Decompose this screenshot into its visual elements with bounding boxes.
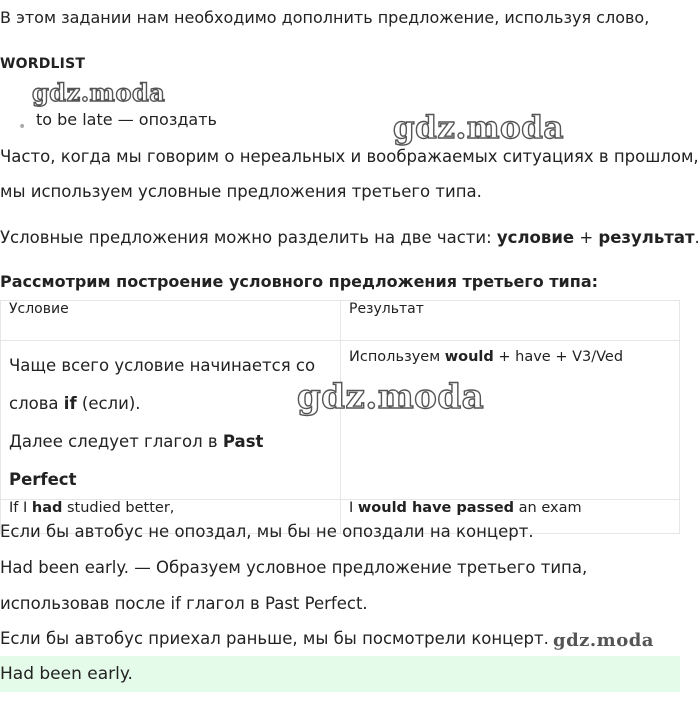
ex-cond-post: studied better, [62, 500, 175, 516]
condition-cell [1, 341, 341, 500]
paragraph-3-condition: условие [496, 228, 575, 247]
cond-line-1: Чаще всего условие начинается со [9, 356, 316, 375]
intro-text: В этом задании нам необходимо дополнить предложение, используя слово, [0, 8, 650, 27]
cond-line-2-post: (если). [76, 394, 141, 413]
result-pre: Используем [349, 349, 445, 365]
result-cell [341, 341, 680, 500]
result-line [349, 341, 671, 365]
cond-line-3-pre: Далее следует глагол в [9, 432, 223, 451]
ex-cond-pre: If I [9, 500, 32, 516]
paragraph-3-result: результат [598, 228, 695, 247]
wordlist-item: to be late — опоздать [36, 110, 217, 129]
answer-box: Had been early. [0, 656, 680, 692]
line-8: Если бы автобус приехал раньше, мы бы посмотрели концерт. [0, 629, 549, 648]
line-5: Если бы автобус не опоздал, мы бы не опоздали на концерт. [0, 522, 534, 541]
ex-res-bold: would have passed [357, 500, 515, 516]
rules-table [0, 300, 680, 534]
watermark-1: gdz.moda [32, 78, 166, 107]
header-result: Результат [341, 301, 680, 341]
bullet-dot: • [18, 119, 27, 135]
ex-cond-had: had [31, 500, 63, 516]
table-header-row [1, 301, 680, 341]
cond-line-3 [9, 423, 332, 499]
paragraph-3-end: . [694, 228, 700, 247]
paragraph-3-start: Условные предложения можно разделить на две части: [0, 228, 497, 247]
watermark-3: gdz.moda [297, 377, 485, 417]
cond-line-2-if: if [63, 394, 77, 413]
cond-line-2-pre: слова [9, 394, 64, 413]
ex-res-post: an exam [514, 500, 582, 516]
result-post: + have + V3/Ved [493, 349, 624, 365]
cond-line-2 [9, 385, 332, 423]
cond-line-3-tense: Past Perfect [9, 432, 264, 489]
watermark-4: gdz.moda [553, 630, 654, 651]
paragraph-3 [0, 228, 700, 247]
paragraph-1: Часто, когда мы говорим о нереальных и воображаемых ситуациях в прошлом, [0, 147, 699, 166]
header-condition: Условие [1, 301, 341, 341]
line-7: использовав после if глагол в Past Perfect. [0, 594, 368, 613]
paragraph-2: мы используем условные предложения третьего типа. [0, 182, 482, 201]
line-6: Had been early. — Образуем условное предложение третьего типа, [0, 558, 588, 577]
wordlist-title: WORDLIST [0, 56, 86, 72]
result-would: would [444, 349, 494, 365]
ex-res-pre: I [349, 500, 358, 516]
watermark-2: gdz.moda [393, 110, 564, 146]
table-row [1, 341, 680, 500]
paragraph-4-heading: Рассмотрим построение условного предложения третьего типа: [0, 272, 599, 291]
paragraph-3-plus: + [574, 228, 599, 247]
